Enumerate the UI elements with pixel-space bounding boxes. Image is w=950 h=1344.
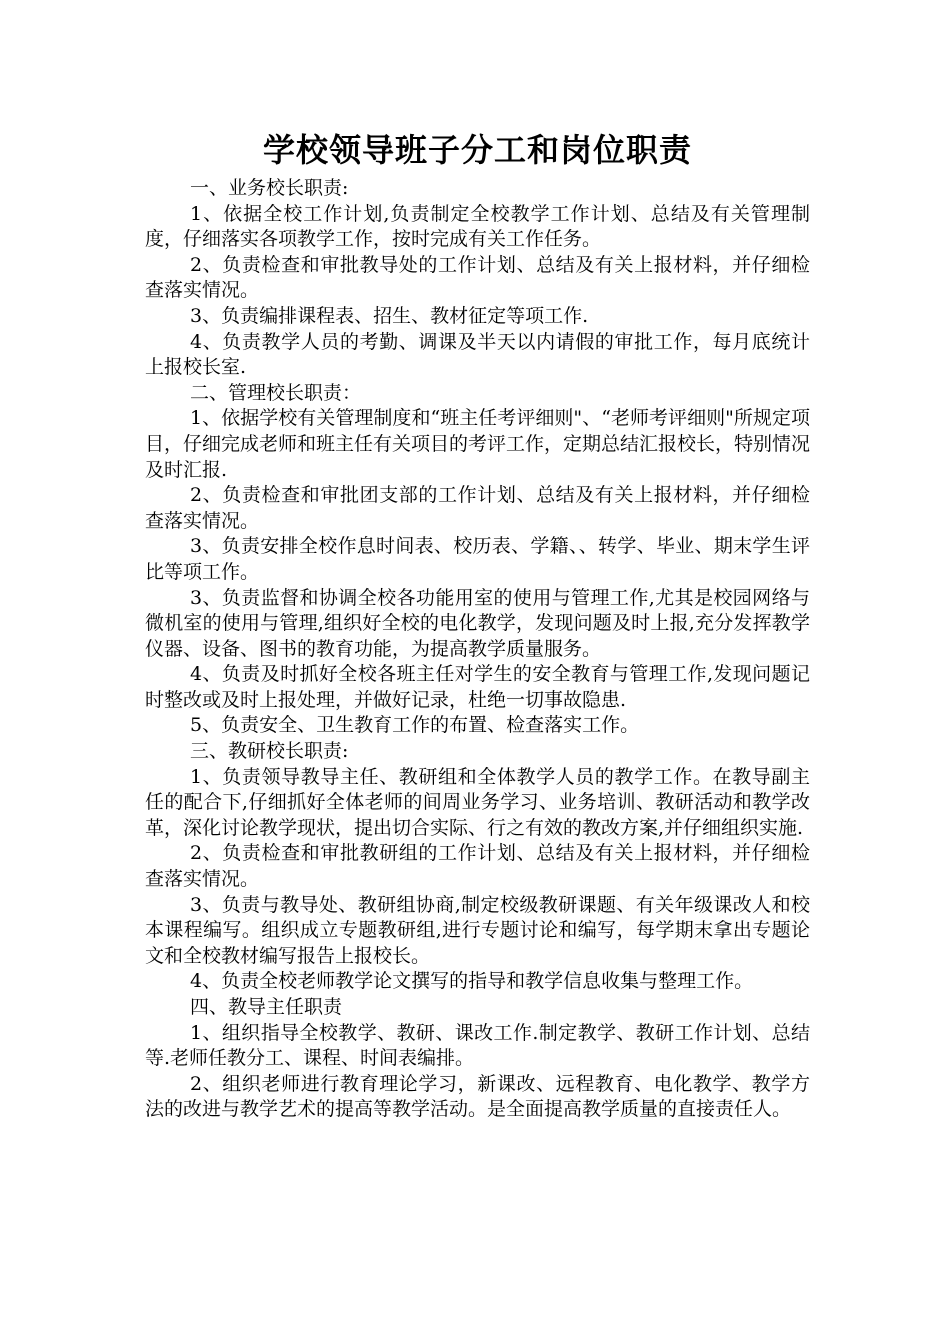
document-page xyxy=(145,128,810,1123)
paragraph: 1、依据全校工作计划,负责制定全校教学工作计划、总结及有关管理制度，仔细落实各项教学工作，按时完成有关工作任务。 xyxy=(145,202,810,251)
section-heading-3: 三、教研校长职责: xyxy=(190,740,349,763)
section-heading-2: 二、管理校长职责： xyxy=(190,381,362,404)
paragraph: 5、负责安全、卫生教育工作的布置、检查落实工作。 xyxy=(190,714,640,737)
paragraph: 2、负责检查和审批教研组的工作计划、总结及有关上报材料，并仔细检查落实情况。 xyxy=(145,842,810,891)
paragraph: 3、负责监督和协调全校各功能用室的使用与管理工作,尤其是校园网络与微机室的使用与管理,组织好全校的电化教学，发现问题及时上报,充分发挥教学仪器、设备、图书的教育功能，为提高教学质量服务。 xyxy=(145,586,810,660)
section-heading-1: 一、业务校长职责: xyxy=(190,177,349,199)
paragraph: 3、负责编排课程表、招生、教材征定等项工作. xyxy=(190,304,589,327)
paragraph: 1、负责领导教导主任、教研组和全体教学人员的教学工作。在教导副主任的配合下,仔细抓好全体老师的间周业务学习、业务培训、教研活动和教学改革，深化讨论教学现状，提出切合实际、行之有效的教改方案,并仔细组织实施. xyxy=(145,765,810,839)
paragraph: 1、组织指导全校教学、教研、课改工作.制定教学、教研工作计划、总结等.老师任教分工、课程、时间表编排。 xyxy=(145,1021,810,1070)
paragraph: 4、负责教学人员的考勤、调课及半天以内请假的审批工作，每月底统计上报校长室. xyxy=(145,330,810,379)
paragraph: 3、负责与教导处、教研组协商,制定校级教研课题、有关年级课改人和校本课程编写。组织成立专题教研组,进行专题讨论和编写，每学期末拿出专题论文和全校教材编写报告上报校长。 xyxy=(145,893,810,967)
paragraph: 2、负责检查和审批团支部的工作计划、总结及有关上报材料，并仔细检查落实情况。 xyxy=(145,484,810,532)
paragraph: 1、依据学校有关管理制度和“班主任考评细则"、“老师考评细则"所规定项目，仔细完成老师和班主任有关项目的考评工作，定期总结汇报校长，特别情况及时汇报. xyxy=(145,407,811,481)
paragraph: 4、负责及时抓好全校各班主任对学生的安全教育与管理工作,发现问题记时整改或及时上报处理，并做好记录，杜绝一切事故隐患. xyxy=(145,663,810,711)
section-heading-4: 四、教导主任职责 xyxy=(190,996,343,1018)
paragraph: 3、负责安排全校作息时间表、校历表、学籍、、转学、毕业、期末学生评比等项工作。 xyxy=(145,535,810,583)
paragraph: 2、负责检查和审批教导处的工作计划、总结及有关上报材料，并仔细检查落实情况。 xyxy=(145,253,810,302)
paragraph: 4、负责全校老师教学论文撰写的指导和教学信息收集与整理工作。 xyxy=(190,970,754,993)
document-title: 学校领导班子分工和岗位职责 xyxy=(262,131,692,169)
paragraph: 2、组织老师进行教育理论学习，新课改、远程教育、电化教学、教学方法的改进与教学艺术的提高等教学活动。是全面提高教学质量的直接责任人。 xyxy=(145,1072,810,1121)
